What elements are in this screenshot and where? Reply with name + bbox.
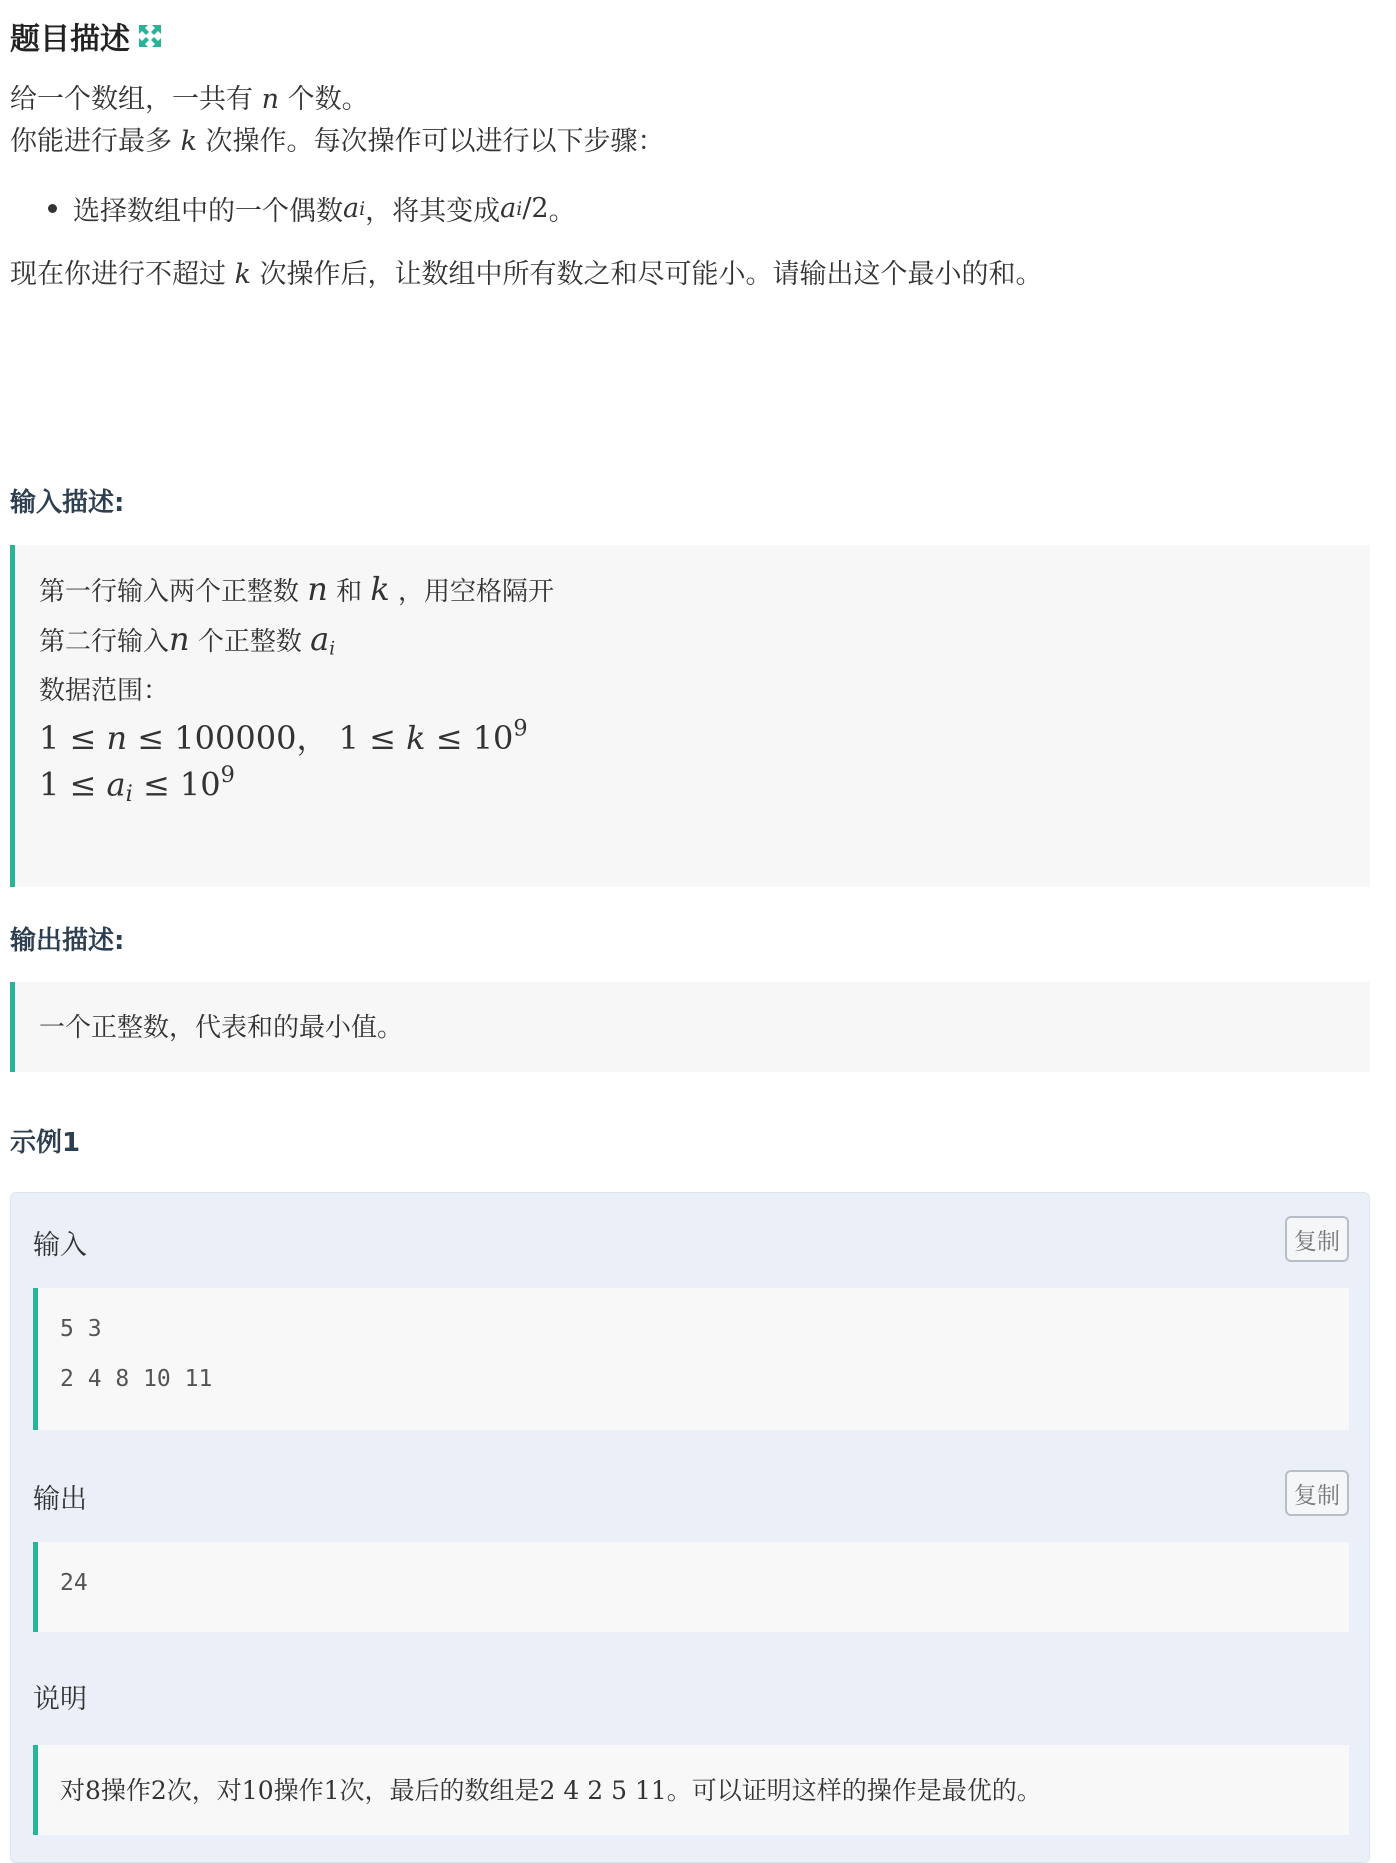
input-range-line-2: $1 \le a_i \le 10^9$ xyxy=(39,762,235,808)
description-line-1: 给一个数组，一共有 n 个数。 xyxy=(10,84,369,115)
description-line-2: 你能进行最多 k 次操作。每次操作可以进行以下步骤： xyxy=(10,126,665,157)
input-range-line-1: 1 ≤ n ≤ 100000， $1 \le k \le 10^9$ xyxy=(39,715,528,757)
bullet-dot-icon xyxy=(48,204,57,213)
var-n: n xyxy=(261,84,279,115)
example-input-code xyxy=(33,1288,1349,1430)
example-note-label: 说明 xyxy=(33,1684,87,1715)
output-description-heading: 输出描述: xyxy=(10,926,125,956)
input-line-2: 第二行输入n 个正整数 $a_i$ xyxy=(39,620,336,660)
title-text: 题目描述 xyxy=(10,22,130,57)
input-description-block xyxy=(10,545,1370,887)
example-input-line-1: 5 3 xyxy=(60,1316,102,1342)
example-note-block xyxy=(33,1745,1349,1835)
example-note-text: 对8操作2次，对10操作1次，最后的数组是2 4 2 5 11。可以证明这样的操作是最优的。 xyxy=(60,1776,1042,1805)
example-panel xyxy=(10,1192,1370,1863)
var-k: k xyxy=(180,126,197,157)
input-line-1: 第一行输入两个正整数 n 和 k ，用空格隔开 xyxy=(39,570,555,608)
problem-title xyxy=(10,14,164,58)
expand-icon[interactable] xyxy=(136,22,164,50)
example-input-line-2: 2 4 8 10 11 xyxy=(60,1366,213,1392)
example-output-line-1: 24 xyxy=(60,1570,88,1596)
output-description-block xyxy=(10,982,1370,1072)
output-description-text: 一个正整数，代表和的最小值。 xyxy=(39,1013,404,1043)
example-input-label: 输入 xyxy=(33,1230,87,1261)
description-bullet: 选择数组中的一个偶数 a i ，将其变成 a i /2 。 xyxy=(40,189,576,228)
example-output-code xyxy=(33,1542,1349,1632)
example-heading: 示例1 xyxy=(10,1128,81,1158)
description-line-4: 现在你进行不超过 k 次操作后，让数组中所有数之和尽可能小。请输出这个最小的和。 xyxy=(10,259,1043,290)
input-line-3: 数据范围： xyxy=(39,676,170,706)
example-output-label: 输出 xyxy=(33,1484,87,1515)
copy-output-button[interactable]: 复制 xyxy=(1285,1470,1349,1516)
copy-input-button[interactable]: 复制 xyxy=(1285,1216,1349,1262)
input-description-heading: 输入描述: xyxy=(10,488,125,518)
